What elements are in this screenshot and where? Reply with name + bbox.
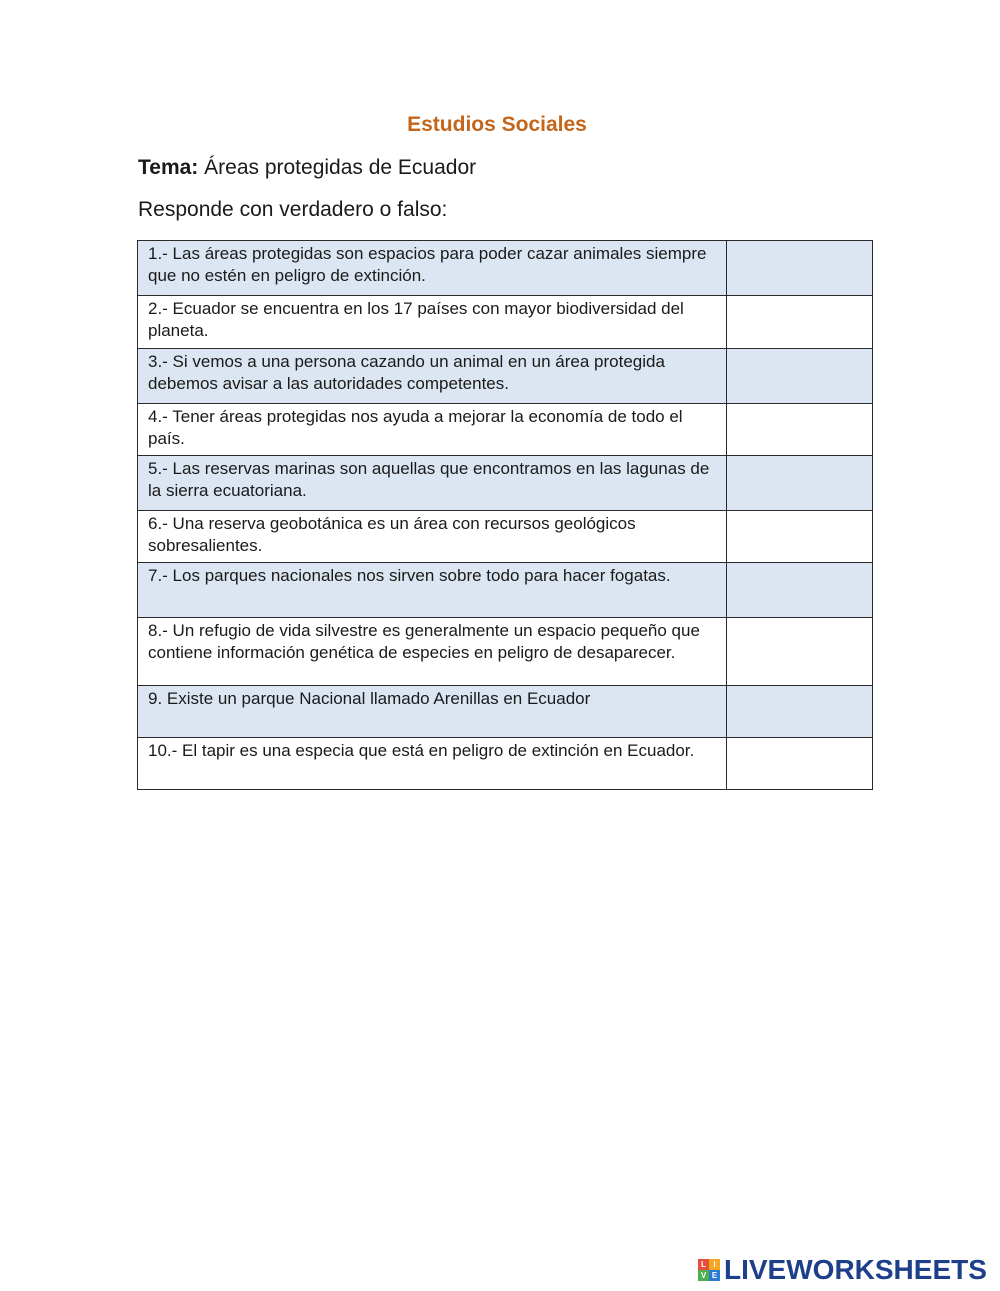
topic-value: Áreas protegidas de Ecuador [204, 156, 477, 179]
answer-cell[interactable] [727, 404, 873, 456]
table-row [138, 404, 873, 456]
question-text: 7.- Los parques nacionales nos sirven sobre todo para hacer fogatas. [138, 563, 727, 618]
answer-input[interactable] [727, 511, 872, 562]
question-text: 9. Existe un parque Nacional llamado Arenillas en Ecuador [138, 686, 727, 738]
table-row [138, 456, 873, 511]
answer-cell[interactable] [727, 349, 873, 404]
table-row [138, 738, 873, 790]
topic-label: Tema: [138, 156, 199, 179]
table-row [138, 511, 873, 563]
true-false-table [137, 240, 873, 790]
liveworksheets-brand [698, 1255, 987, 1285]
answer-input[interactable] [727, 296, 872, 348]
answer-input[interactable] [727, 686, 872, 737]
table-row [138, 349, 873, 404]
table-row [138, 618, 873, 686]
answer-cell[interactable] [727, 296, 873, 349]
subject-title: Estudios Sociales [407, 113, 587, 136]
logo-tile: L [698, 1259, 709, 1270]
answer-input[interactable] [727, 738, 872, 789]
answer-input[interactable] [727, 618, 872, 685]
answer-cell[interactable] [727, 686, 873, 738]
answer-input[interactable] [727, 456, 872, 510]
answer-input[interactable] [727, 563, 872, 617]
instructions: Responde con verdadero o falso: [138, 198, 448, 221]
answer-cell[interactable] [727, 618, 873, 686]
table-row [138, 563, 873, 618]
question-text: 2.- Ecuador se encuentra en los 17 países con mayor biodiversidad del planeta. [138, 296, 727, 349]
question-text: 5.- Las reservas marinas son aquellas que encontramos en las lagunas de la sierra ecuatoriana. [138, 456, 727, 511]
question-text: 4.- Tener áreas protegidas nos ayuda a mejorar la economía de todo el país. [138, 404, 727, 456]
answer-cell[interactable] [727, 456, 873, 511]
answer-cell[interactable] [727, 511, 873, 563]
answer-input[interactable] [727, 241, 872, 295]
answer-cell[interactable] [727, 738, 873, 790]
question-text: 6.- Una reserva geobotánica es un área con recursos geológicos sobresalientes. [138, 511, 727, 563]
table-row [138, 686, 873, 738]
answer-cell[interactable] [727, 563, 873, 618]
logo-tile: I [709, 1259, 720, 1270]
logo-tile: E [709, 1270, 720, 1281]
brand-name: LIVEWORKSHEETS [724, 1254, 987, 1285]
question-text: 10.- El tapir es una especia que está en peligro de extinción en Ecuador. [138, 738, 727, 790]
question-text: 1.- Las áreas protegidas son espacios para poder cazar animales siempre que no estén en peligro de extinción. [138, 241, 727, 296]
table-row [138, 241, 873, 296]
answer-cell[interactable] [727, 241, 873, 296]
logo-tile: V [698, 1270, 709, 1281]
question-text: 8.- Un refugio de vida silvestre es generalmente un espacio pequeño que contiene información genética de especies en peligro de desaparecer. [138, 618, 727, 686]
question-text: 3.- Si vemos a una persona cazando un animal en un área protegida debemos avisar a las autoridades competentes. [138, 349, 727, 404]
answer-input[interactable] [727, 349, 872, 403]
answer-input[interactable] [727, 404, 872, 455]
table-row [138, 296, 873, 349]
topic-line [138, 156, 476, 180]
liveworksheets-logo-icon [698, 1259, 720, 1281]
